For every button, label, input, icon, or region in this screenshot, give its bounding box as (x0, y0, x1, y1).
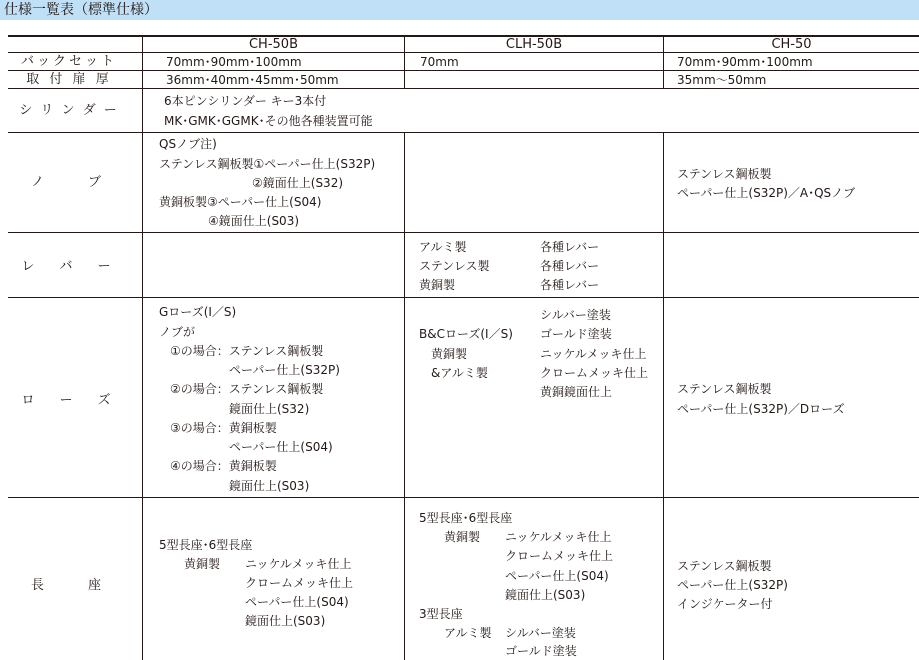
knob-ch50-line-2: ペーパー仕上(S32P)／A･QSノブ (677, 186, 856, 200)
knob-ch50b-line-2: ステンレス鋼板製①ペーパー仕上(S32P) (159, 157, 376, 171)
lever-type-2: 各種レバー (540, 259, 600, 273)
rose-ch50b-line-1: Gローズ(I／S) (159, 305, 237, 319)
rose-ch50b-line-10: 鏡面仕上(S03) (229, 479, 310, 493)
rose-ch50b-line-3: ①の場合：ステンレス鋼板製 (170, 344, 324, 358)
column-header-clh50b: CLH-50B (505, 37, 563, 52)
rose-ch50b-line-7: ③の場合：黄銅板製 (170, 421, 277, 435)
rose-ch50-line-2: ペーパー仕上(S32P)／Dローズ (677, 402, 845, 416)
col-divider-3-bottom (663, 132, 664, 660)
lever-material-1: アルミ製 (419, 240, 467, 254)
backset-ch50b: 70mm･90mm･100mm (166, 55, 302, 69)
lever-material-2: ステンレス製 (419, 259, 490, 273)
rose-clh50b-left-3: &アルミ製 (431, 366, 488, 380)
plate-clh50b-finish-3: ペーパー仕上(S04) (505, 569, 609, 583)
lever-type-1: 各種レバー (540, 240, 600, 254)
rose-rule (8, 497, 919, 498)
plate-ch50b-finish-3: ペーパー仕上(S04) (245, 595, 349, 609)
rose-clh50b-right-2: ゴールド塗装 (540, 327, 612, 341)
knob-ch50b-line-3: ②鏡面仕上(S32) (252, 176, 344, 190)
plate-clh50b-finish-6: ゴールド塗装 (505, 644, 577, 658)
rose-clh50b-right-5: 黄銅鏡面仕上 (540, 385, 613, 399)
plate-clh50b-material: 黄銅製 (444, 530, 481, 544)
plate-clh50b-finish-4: 鏡面仕上(S03) (505, 588, 586, 602)
lever-material-3: 黄銅製 (419, 278, 456, 292)
cylinder-line-1: 6本ピンシリンダー キー3本付 (164, 94, 327, 108)
row-label-lever: レ バ ー (21, 259, 117, 274)
rose-clh50b-right-4: クロームメッキ仕上 (540, 366, 649, 380)
row-label-backset: バックセット (20, 54, 117, 69)
plate-ch50b-title: 5型長座･6型長座 (159, 538, 253, 552)
column-header-ch50: CH-50 (771, 37, 812, 52)
row-label-cylinder: シ リ ン ダ ー (19, 103, 119, 118)
title-bar (0, 0, 919, 20)
lever-rule (8, 297, 919, 298)
plate-clh50b-finish-1: ニッケルメッキ仕上 (505, 530, 612, 544)
knob-ch50b-line-5: ④鏡面仕上(S03) (208, 214, 300, 228)
plate-ch50-line-1: ステンレス鋼板製 (677, 559, 772, 573)
rose-clh50b-left-1: B&Cローズ(I／S) (419, 327, 513, 341)
knob-ch50b-line-4: 黄銅板製③ペーパー仕上(S04) (159, 195, 322, 209)
plate-clh50b-title-2: 3型長座 (419, 607, 463, 621)
rose-ch50b-line-4: ペーパー仕上(S32P) (229, 363, 340, 377)
rose-ch50b-line-9: ④の場合：黄銅板製 (170, 459, 277, 473)
door-ch50: 35mm～50mm (677, 73, 767, 87)
row-label-door-thickness: 取 付 扉 厚 (26, 72, 112, 87)
row-label-knob: ノ ブ (30, 175, 107, 190)
rose-clh50b-right-1: シルバー塗装 (540, 308, 611, 322)
row-label-long-plate: 長 座 (30, 578, 107, 593)
backset-ch50: 70mm･90mm･100mm (677, 55, 813, 69)
plate-clh50b-finish-5: シルバー塗装 (505, 626, 576, 640)
knob-ch50b-line-1: QSノブ注) (159, 137, 217, 151)
rose-ch50b-line-8: ペーパー仕上(S04) (229, 440, 333, 454)
col-divider-2-bottom (404, 132, 405, 660)
backset-clh50b: 70mm (420, 55, 459, 69)
door-ch50b: 36mm･40mm･45mm･50mm (166, 73, 339, 87)
plate-ch50-line-2: ペーパー仕上(S32P) (677, 578, 788, 592)
plate-ch50b-finish-2: クロームメッキ仕上 (245, 576, 354, 590)
rose-ch50b-line-2: ノブが (159, 325, 196, 339)
knob-rule (8, 232, 919, 233)
door-rule (8, 88, 919, 89)
rose-clh50b-right-3: ニッケルメッキ仕上 (540, 347, 647, 361)
page-title: 仕様一覧表（標準仕様） (4, 2, 158, 18)
rose-ch50b-line-6: 鏡面仕上(S32) (229, 402, 310, 416)
plate-clh50b-title: 5型長座･6型長座 (419, 511, 513, 525)
plate-clh50b-finish-2: クロームメッキ仕上 (505, 549, 614, 563)
knob-ch50-line-1: ステンレス鋼板製 (677, 167, 772, 181)
lever-type-3: 各種レバー (540, 278, 600, 292)
row-label-rose: ロ ー ズ (21, 393, 117, 408)
cylinder-line-2: MK･GMK･GGMK･その他各種装置可能 (164, 114, 373, 128)
cylinder-rule (8, 132, 919, 133)
plate-ch50b-finish-4: 鏡面仕上(S03) (245, 614, 326, 628)
rose-clh50b-left-2: 黄銅製 (431, 347, 468, 361)
plate-clh50b-material-2: アルミ製 (444, 626, 492, 640)
plate-ch50b-material: 黄銅製 (184, 557, 221, 571)
rose-ch50-line-1: ステンレス鋼板製 (677, 382, 772, 396)
column-header-ch50b: CH-50B (248, 37, 298, 52)
plate-ch50-line-3: インジケーター付 (677, 597, 773, 611)
col-divider-1 (142, 37, 143, 660)
rose-ch50b-line-5: ②の場合：ステンレス鋼板製 (170, 382, 324, 396)
plate-ch50b-finish-1: ニッケルメッキ仕上 (245, 557, 352, 571)
